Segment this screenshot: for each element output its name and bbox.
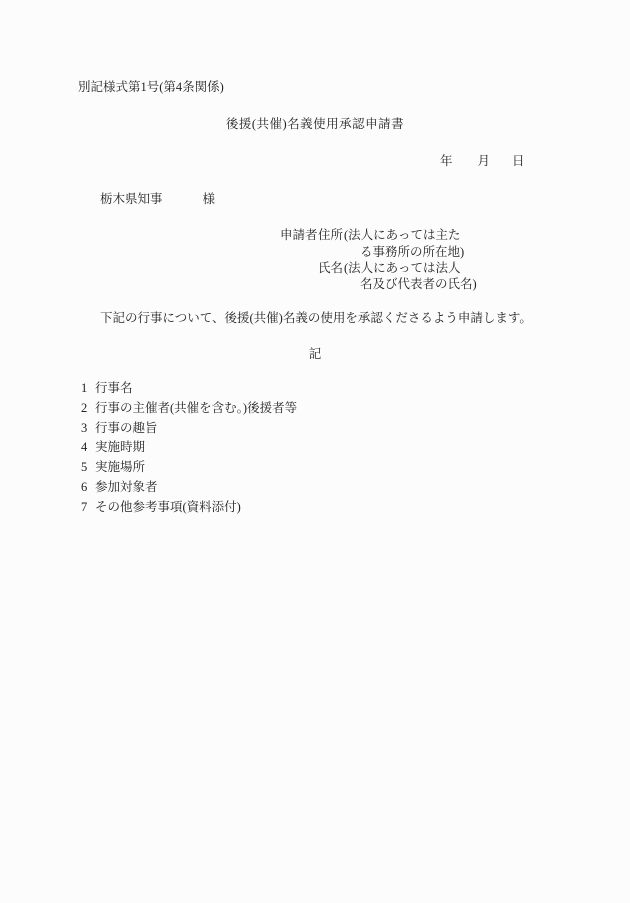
item-number: 3 (81, 420, 88, 435)
list-item (0, 382, 630, 402)
item-list (0, 382, 630, 521)
applicant-address-note-line2: る事務所の所在地) (360, 245, 465, 259)
item-number: 5 (81, 460, 88, 475)
list-item (0, 501, 630, 521)
date-month-label: 月 (477, 154, 491, 168)
document-title: 後援(共催)名義使用承認申請書 (225, 117, 405, 131)
list-item (0, 402, 630, 422)
item-label: 行事の主催者(共催を含む。)後援者等 (95, 400, 298, 415)
item-label: 実施場所 (95, 460, 146, 475)
date-line (440, 155, 525, 168)
addressee-name: 栃木県知事 (100, 192, 163, 206)
item-label: 行事名 (95, 381, 133, 395)
applicant-name-label: 氏名 (318, 261, 344, 275)
addressee-line (100, 193, 215, 206)
item-number: 4 (81, 440, 88, 455)
form-style-note: 別記様式第1号(第4条関係) (78, 80, 224, 94)
date-day-label: 日 (512, 154, 525, 168)
record-heading: 記 (308, 347, 322, 361)
applicant-address-label: 住所 (318, 228, 344, 242)
item-label: その他参考事項(資料添付) (95, 499, 241, 514)
list-item (0, 422, 630, 442)
list-item (0, 441, 630, 461)
item-number: 6 (81, 479, 88, 494)
request-sentence: 下記の行事について、後援(共催)名義の使用を承認くださるよう申請します。 (100, 311, 532, 325)
applicant-name-note-line1: (法人にあっては法人 (344, 261, 461, 275)
item-label: 実施時期 (95, 440, 146, 455)
applicant-address-note-line1: (法人にあっては主た (344, 228, 461, 242)
item-number: 2 (81, 400, 88, 415)
list-item (0, 461, 630, 481)
applicant-name-note-line2: 名及び代表者の氏名) (360, 277, 477, 291)
item-label: 参加対象者 (95, 479, 158, 494)
item-label: 行事の趣旨 (95, 420, 158, 435)
date-year-label: 年 (440, 154, 453, 168)
applicant-label: 申請者 (280, 228, 318, 242)
addressee-honorific: 様 (202, 192, 216, 206)
item-number: 7 (81, 499, 88, 514)
list-item (0, 481, 630, 501)
item-number: 1 (81, 381, 88, 395)
